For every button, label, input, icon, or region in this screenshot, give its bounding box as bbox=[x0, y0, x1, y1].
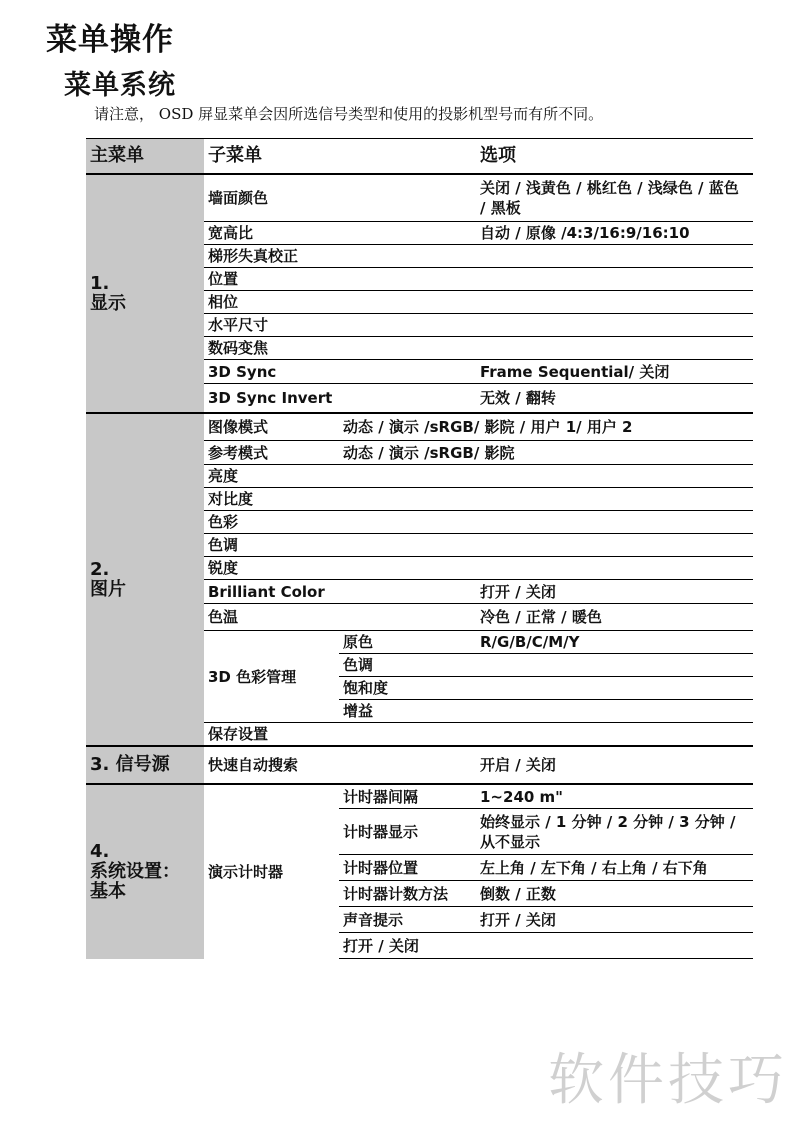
options-cell: 左上角 / 左下角 / 右上角 / 右下角 bbox=[476, 855, 753, 881]
watermark-text: 软件技巧 bbox=[548, 1048, 788, 1113]
menu-system-table bbox=[86, 138, 753, 959]
main-menu-display: 1. 显示 bbox=[86, 174, 204, 413]
col-sub-header: 子菜单 bbox=[204, 139, 476, 175]
submenu-label: 色调 bbox=[204, 534, 476, 557]
options-cell bbox=[476, 534, 753, 557]
options-cell bbox=[476, 291, 753, 314]
submenu-label: 宽高比 bbox=[204, 222, 476, 245]
submenu-label: 位置 bbox=[204, 268, 476, 291]
submenu-label: 3D Sync Invert bbox=[204, 384, 476, 414]
submenu-label: 相位 bbox=[204, 291, 476, 314]
options-cell bbox=[476, 337, 753, 360]
options-cell bbox=[476, 654, 753, 677]
options-cell: R/G/B/C/M/Y bbox=[476, 631, 753, 654]
options-cell bbox=[476, 677, 753, 700]
options-cell bbox=[476, 700, 753, 723]
options-cell: 打开 / 关闭 bbox=[476, 580, 753, 604]
submenu-label: 演示计时器 bbox=[204, 784, 339, 959]
submenu-label: 亮度 bbox=[204, 465, 476, 488]
options-cell: 打开 / 关闭 bbox=[476, 907, 753, 933]
options-cell bbox=[476, 314, 753, 337]
options-cell bbox=[476, 557, 753, 580]
col-main-header: 主菜单 bbox=[86, 139, 204, 175]
options-cell: 冷色 / 正常 / 暖色 bbox=[476, 604, 753, 631]
options-cell bbox=[476, 488, 753, 511]
options-cell: Frame Sequential/ 关闭 bbox=[476, 360, 753, 384]
sub-item-label: 声音提示 bbox=[339, 907, 476, 933]
table-row bbox=[86, 746, 753, 784]
page-heading: 菜单操作 bbox=[46, 22, 174, 58]
options-cell bbox=[476, 268, 753, 291]
sub-item-label: 打开 / 关闭 bbox=[339, 933, 476, 959]
sub-item-label: 原色 bbox=[339, 631, 476, 654]
submenu-label: 梯形失真校正 bbox=[204, 245, 476, 268]
options-cell: 关闭 / 浅黄色 / 桃红色 / 浅绿色 / 蓝色 / 黑板 bbox=[476, 174, 753, 222]
submenu-label: 快速自动搜索 bbox=[204, 746, 476, 784]
submenu-label: 3D 色彩管理 bbox=[204, 631, 339, 723]
options-cell bbox=[476, 723, 753, 747]
sub-item-label: 计时器间隔 bbox=[339, 784, 476, 809]
submenu-label: 参考模式 bbox=[204, 441, 339, 465]
sub-item-label: 计时器位置 bbox=[339, 855, 476, 881]
options-cell: 动态 / 演示 /sRGB/ 影院 / 用户 1/ 用户 2 bbox=[339, 413, 753, 441]
table-row bbox=[86, 413, 753, 441]
options-cell bbox=[476, 511, 753, 534]
main-menu-picture: 2. 图片 bbox=[86, 413, 204, 746]
submenu-label: 墙面颜色 bbox=[204, 174, 476, 222]
options-cell bbox=[476, 933, 753, 959]
options-cell: 始终显示 / 1 分钟 / 2 分钟 / 3 分钟 / 从不显示 bbox=[476, 809, 753, 855]
options-cell: 倒数 / 正数 bbox=[476, 881, 753, 907]
sub-item-label: 色调 bbox=[339, 654, 476, 677]
submenu-label: 色彩 bbox=[204, 511, 476, 534]
section-heading: 菜单系统 bbox=[64, 70, 176, 101]
options-cell: 自动 / 原像 /4:3/16:9/16:10 bbox=[476, 222, 753, 245]
submenu-label: 数码变焦 bbox=[204, 337, 476, 360]
sub-item-label: 计时器显示 bbox=[339, 809, 476, 855]
submenu-label: 图像模式 bbox=[204, 413, 339, 441]
submenu-label: 对比度 bbox=[204, 488, 476, 511]
submenu-label: 色温 bbox=[204, 604, 476, 631]
main-menu-system: 4. 系统设置： 基本 bbox=[86, 784, 204, 959]
options-cell: 无效 / 翻转 bbox=[476, 384, 753, 414]
note-text: 请注意， OSD 屏显菜单会因所选信号类型和使用的投影机型号而有所不同。 bbox=[94, 105, 604, 123]
table-row bbox=[86, 174, 753, 222]
submenu-label: 保存设置 bbox=[204, 723, 476, 747]
main-menu-source: 3. 信号源 bbox=[86, 746, 204, 784]
options-cell bbox=[476, 465, 753, 488]
table-row bbox=[86, 784, 753, 809]
table-header-row bbox=[86, 139, 753, 175]
submenu-label: Brilliant Color bbox=[204, 580, 476, 604]
submenu-label: 水平尺寸 bbox=[204, 314, 476, 337]
options-cell: 开启 / 关闭 bbox=[476, 746, 753, 784]
submenu-label: 锐度 bbox=[204, 557, 476, 580]
submenu-label: 3D Sync bbox=[204, 360, 476, 384]
options-cell: 动态 / 演示 /sRGB/ 影院 bbox=[339, 441, 753, 465]
col-options-header: 选项 bbox=[476, 139, 753, 175]
sub-item-label: 计时器计数方法 bbox=[339, 881, 476, 907]
options-cell: 1~240 m" bbox=[476, 784, 753, 809]
options-cell bbox=[476, 245, 753, 268]
sub-item-label: 饱和度 bbox=[339, 677, 476, 700]
sub-item-label: 增益 bbox=[339, 700, 476, 723]
